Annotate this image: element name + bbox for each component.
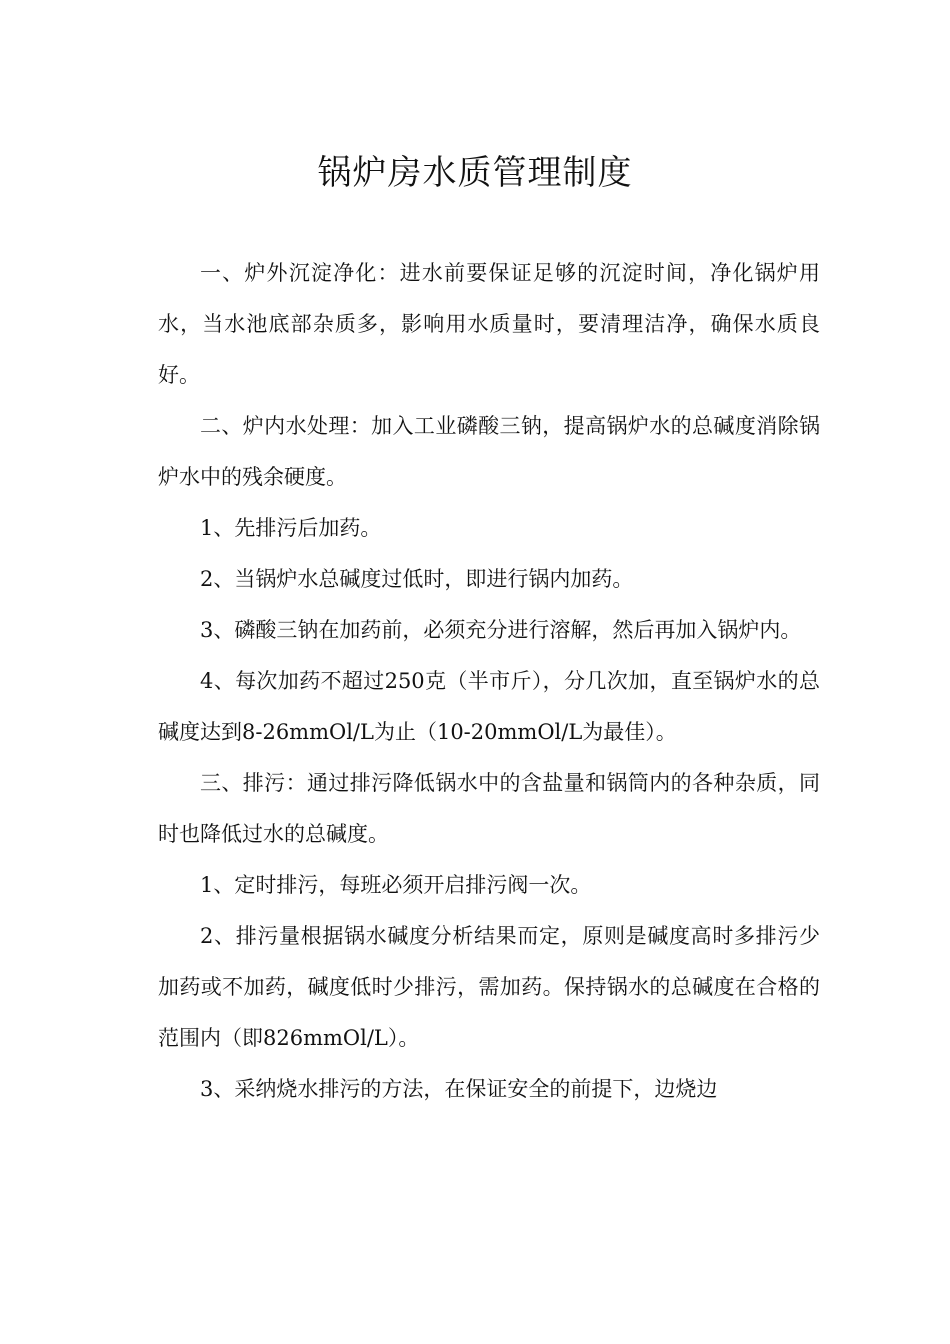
document-body	[158, 248, 820, 1115]
paragraph-5: 3、磷酸三钠在加药前，必须充分进行溶解，然后再加入锅炉内。	[200, 618, 802, 642]
paragraph-9: 2、排污量根据锅水碱度分析结果而定，原则是碱度高时多排污少加药或不加药，碱度低时少排污，需加药。保持锅水的总碱度在合格的范围内（即826mmOl/L）。	[158, 924, 820, 1050]
document-title: 锅炉房水质管理制度	[317, 153, 633, 193]
paragraph-3: 1、先排污后加药。	[200, 516, 382, 540]
paragraph-2: 二、炉内水处理：加入工业磷酸三钠，提高锅炉水的总碱度消除锅炉水中的残余硬度。	[158, 414, 820, 489]
paragraph-7: 三、排污：通过排污降低锅水中的含盐量和锅筒内的各种杂质，同时也降低过水的总碱度。	[158, 771, 820, 846]
paragraph-4: 2、当锅炉水总碱度过低时，即进行锅内加药。	[200, 567, 634, 591]
paragraph-8: 1、定时排污，每班必须开启排污阀一次。	[200, 873, 592, 897]
paragraph-6: 4、每次加药不超过250克（半市斤），分几次加，直至锅炉水的总碱度达到8-26mmOl/L为止（10-20mmOl/L为最佳）。	[158, 669, 820, 744]
paragraph-1: 一、炉外沉淀净化：进水前要保证足够的沉淀时间，净化锅炉用水，当水池底部杂质多，影响用水质量时，要清理洁净，确保水质良好。	[158, 261, 820, 387]
paragraph-10: 3、采纳烧水排污的方法，在保证安全的前提下，边烧边	[200, 1077, 718, 1101]
